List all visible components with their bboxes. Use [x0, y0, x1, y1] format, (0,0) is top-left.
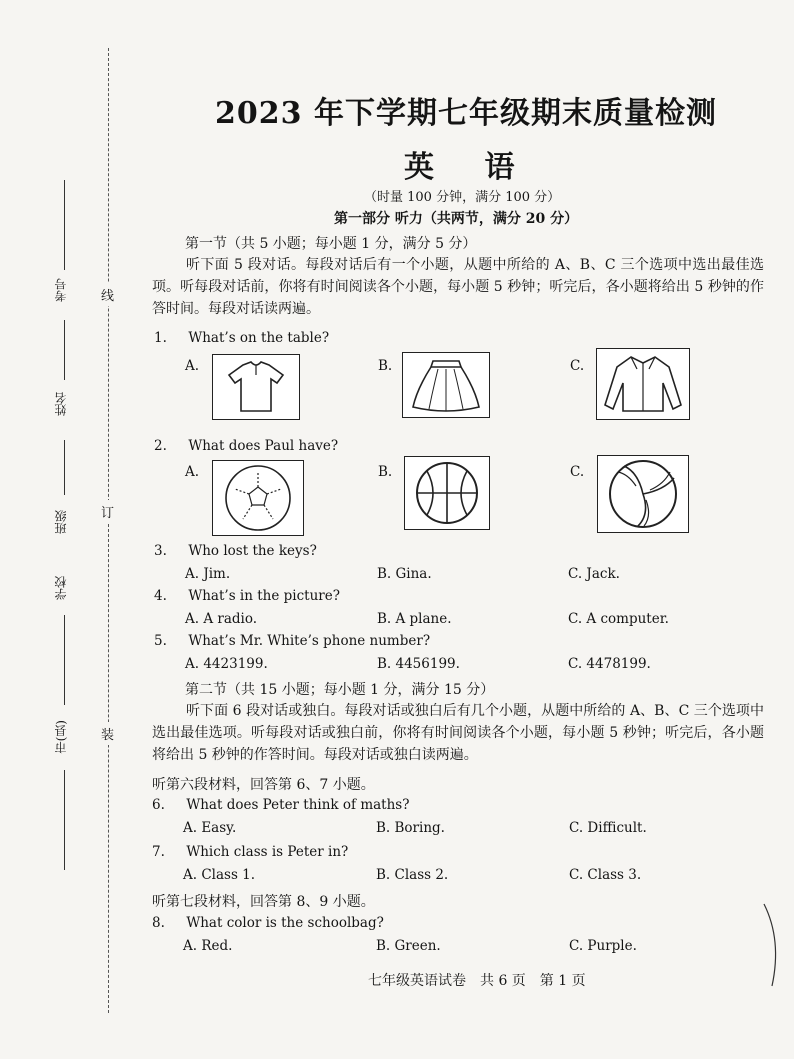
- pen-mark: [758, 900, 788, 990]
- q5-option-c: C. 4478199.: [568, 656, 651, 672]
- exam-no-line: [64, 180, 65, 270]
- city-line: [64, 770, 65, 870]
- section2-title: 第二节（共 15 小题；每小题 1 分，满分 15 分）: [185, 682, 495, 698]
- page-footer: 七年级英语试卷 共 6 页 第 1 页: [368, 973, 586, 989]
- question-7: [152, 844, 348, 860]
- jacket-icon: [596, 348, 690, 420]
- skirt-icon: [402, 352, 490, 418]
- city-label: 市(县): [54, 720, 68, 754]
- exam-meta: （时量 100 分钟，满分 100 分）: [364, 190, 561, 205]
- volleyball-icon: [597, 455, 689, 533]
- t-shirt-icon: [212, 354, 300, 420]
- question-text: What does Peter think of maths?: [186, 797, 410, 813]
- school-line: [64, 615, 65, 705]
- q2-option-c: C.: [570, 464, 585, 480]
- question-2: [154, 438, 338, 454]
- section1-instructions: 听下面 5 段对话。每段对话后有一个小题，从题中所给的 A、B、C 三个选项中选出最佳选项。听每段对话前，你将有时间阅读各个小题，每小题 5 秒钟；听完后，各小题将给出 5 秒钟的作答时间。每段对话读两遍。: [152, 257, 764, 317]
- q7-option-b: B. Class 2.: [376, 867, 449, 883]
- q3-option-c: C. Jack.: [568, 566, 620, 582]
- material-7-note: 听第七段材料，回答第 8、9 小题。: [152, 894, 375, 910]
- q8-option-a: A. Red.: [183, 938, 233, 954]
- q5-option-b: B. 4456199.: [377, 656, 460, 672]
- class-label: 班级: [54, 510, 68, 534]
- q6-option-b: B. Boring.: [376, 820, 445, 836]
- soccer-ball-icon: [212, 460, 304, 536]
- exam-no-label: 考号: [54, 278, 68, 302]
- q1-option-b: B.: [378, 358, 393, 374]
- question-number: 5.: [154, 633, 167, 649]
- question-text: Which class is Peter in?: [186, 844, 349, 860]
- question-number: 8.: [152, 915, 165, 931]
- q3-option-b: B. Gina.: [377, 566, 432, 582]
- q4-option-a: A. A radio.: [185, 611, 258, 627]
- question-text: What does Paul have?: [188, 438, 339, 454]
- question-5: [154, 633, 430, 649]
- q8-option-b: B. Green.: [376, 938, 441, 954]
- exam-title: 2023 年下学期七年级期末质量检测: [215, 96, 717, 131]
- section2-instructions: 听下面 6 段对话或独白。每段对话或独白后有几个小题，从题中所给的 A、B、C 三个选项中选出最佳选项。听每段对话或独白前，你将有时间阅读各个小题，每小题 5 秒钟；听完后，各小题将给出 5 秒钟的作答时间。每段对话或独白读两遍。: [152, 703, 764, 763]
- binding-dashed-line: [108, 48, 109, 1013]
- question-text: What’s in the picture?: [188, 588, 340, 604]
- subject-title: 英 语: [404, 150, 535, 185]
- question-8: [152, 915, 384, 931]
- bind-char-ding: 订: [101, 500, 114, 523]
- question-3: [154, 543, 317, 559]
- bind-char-xian: 线: [101, 283, 114, 306]
- question-number: 3.: [154, 543, 167, 559]
- class-line: [64, 440, 65, 495]
- question-number: 7.: [152, 844, 165, 860]
- q1-option-c: C.: [570, 358, 585, 374]
- q7-option-c: C. Class 3.: [569, 867, 642, 883]
- q8-option-c: C. Purple.: [569, 938, 637, 954]
- q6-option-c: C. Difficult.: [569, 820, 647, 836]
- name-label: 姓名: [54, 392, 68, 416]
- question-text: Who lost the keys?: [188, 543, 317, 559]
- q5-option-a: A. 4423199.: [185, 656, 268, 672]
- question-number: 2.: [154, 438, 167, 454]
- question-text: What’s on the table?: [188, 330, 330, 346]
- basketball-icon: [404, 456, 490, 530]
- question-6: [152, 797, 409, 813]
- question-text: What’s Mr. White’s phone number?: [188, 633, 431, 649]
- q3-option-a: A. Jim.: [185, 566, 231, 582]
- section1-title: 第一节（共 5 小题；每小题 1 分，满分 5 分）: [185, 236, 477, 252]
- school-label: 学校: [54, 576, 68, 600]
- name-line: [64, 320, 65, 380]
- part-title: 第一部分 听力（共两节，满分 20 分）: [334, 211, 579, 227]
- q2-option-a: A.: [185, 464, 200, 480]
- q7-option-a: A. Class 1.: [183, 867, 256, 883]
- q4-option-b: B. A plane.: [377, 611, 452, 627]
- q4-option-c: C. A computer.: [568, 611, 669, 627]
- question-text: What color is the schoolbag?: [186, 915, 384, 931]
- question-number: 4.: [154, 588, 167, 604]
- question-4: [154, 588, 340, 604]
- q6-option-a: A. Easy.: [183, 820, 237, 836]
- bind-char-zhuang: 装: [101, 722, 114, 745]
- q1-option-a: A.: [185, 358, 200, 374]
- question-number: 1.: [154, 330, 167, 346]
- question-1: [154, 330, 329, 346]
- q2-option-b: B.: [378, 464, 393, 480]
- material-6-note: 听第六段材料，回答第 6、7 小题。: [152, 777, 375, 793]
- question-number: 6.: [152, 797, 165, 813]
